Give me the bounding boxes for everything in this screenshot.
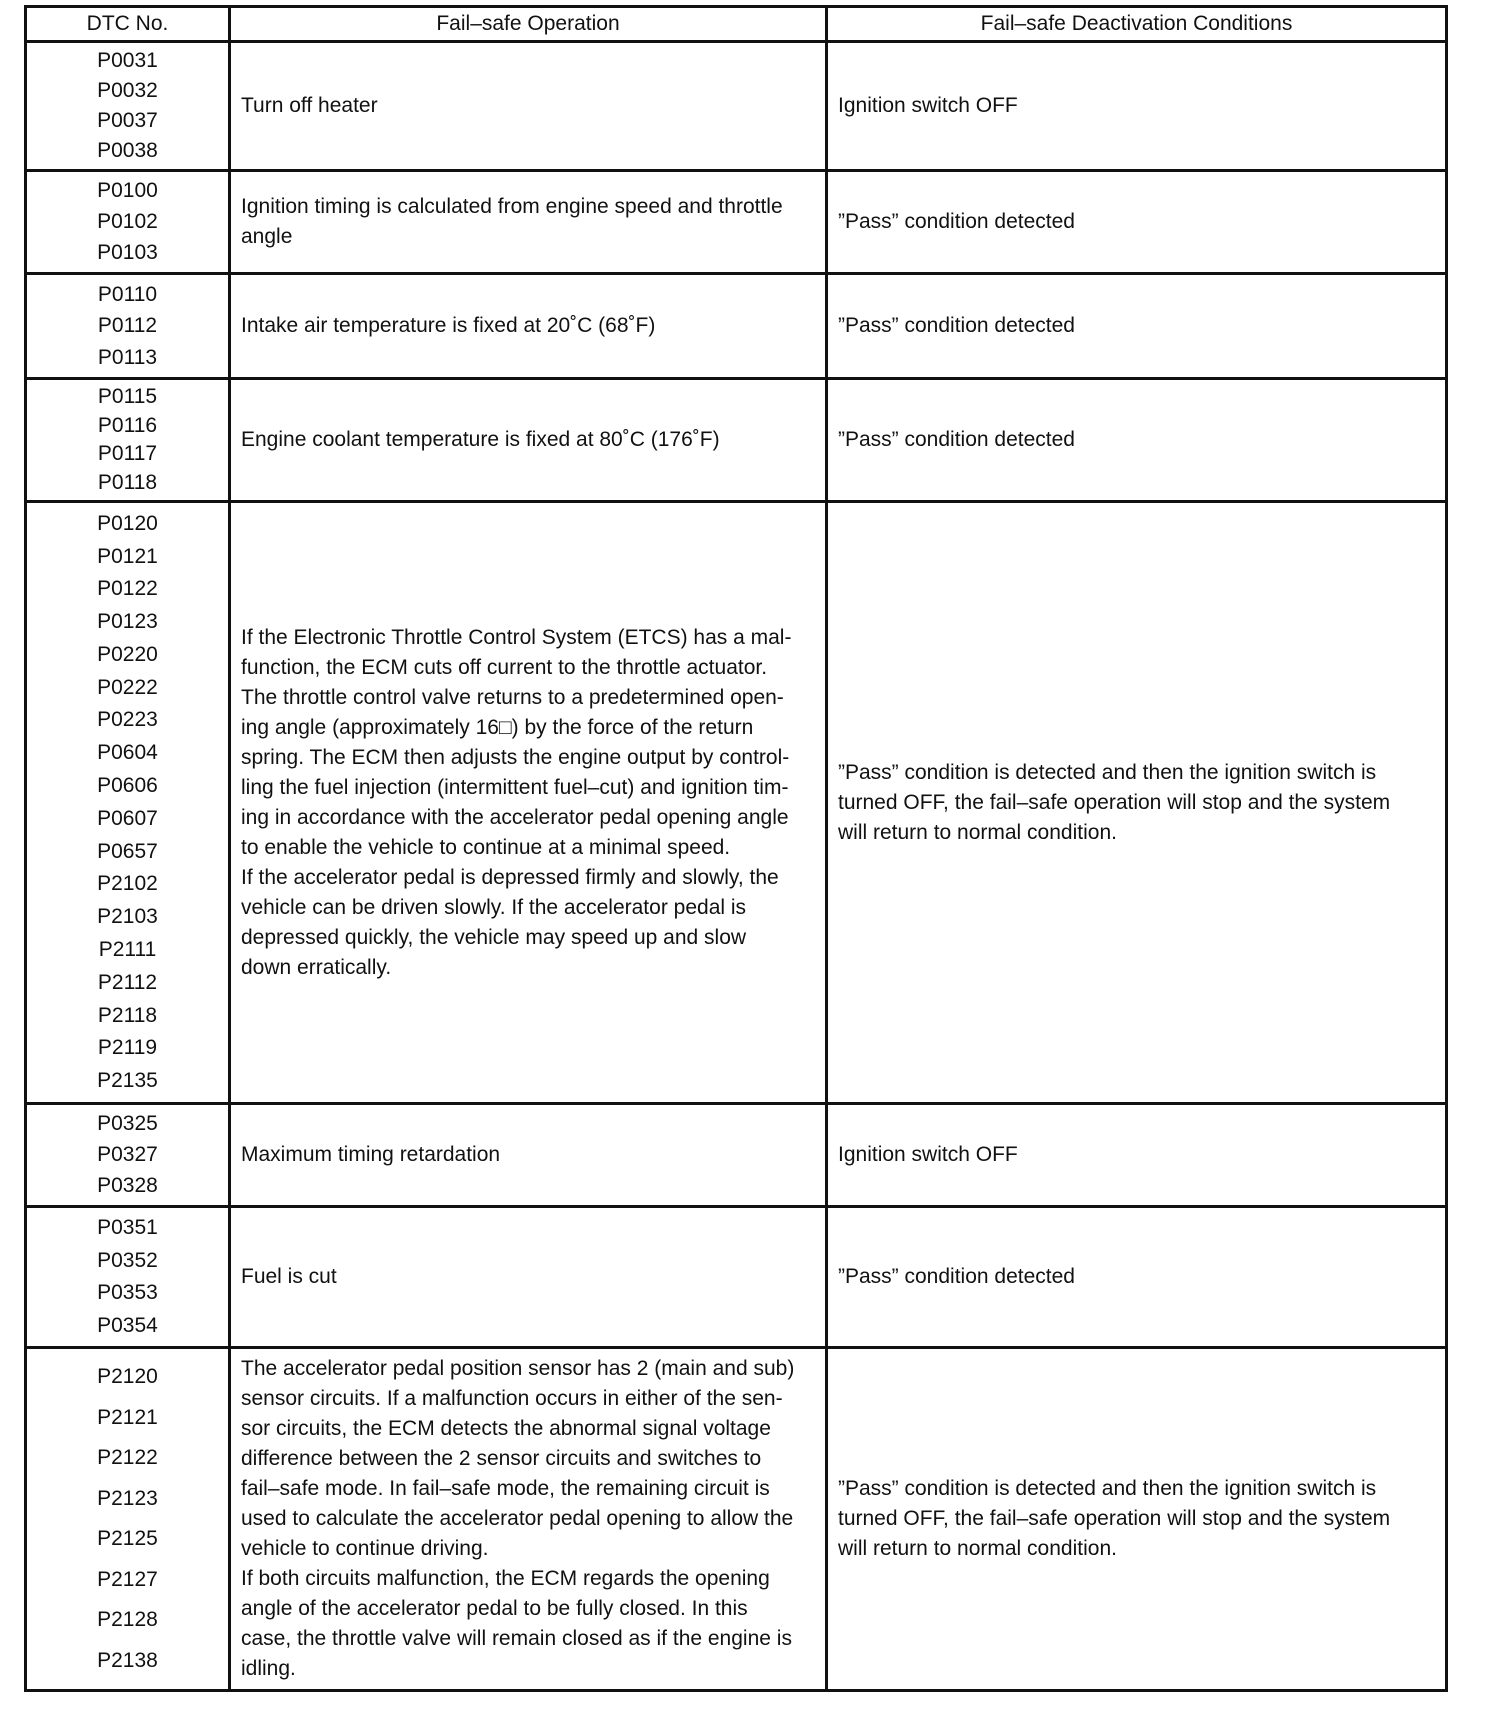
table-row <box>26 502 1447 1104</box>
operation-text-line: idling. <box>241 1657 296 1680</box>
dtc-code: P0031 <box>97 49 158 72</box>
operation-cell <box>230 171 827 274</box>
operation-text-line: Intake air temperature is fixed at 20˚C (68˚F) <box>241 314 656 337</box>
operation-text-line: sor circuits, the ECM detects the abnormal signal voltage <box>241 1417 771 1440</box>
dtc-code: P2121 <box>97 1405 158 1429</box>
operation-text-line: If the Electronic Throttle Control System (ETCS) has a mal- <box>241 625 792 649</box>
operation-text-line: to enable the vehicle to continue at a minimal speed. <box>241 835 731 859</box>
dtc-code: P0123 <box>97 610 158 634</box>
dtc-code: P0607 <box>97 806 158 830</box>
operation-text-line: case, the throttle valve will remain closed as if the engine is <box>241 1627 792 1650</box>
dtc-list <box>27 1208 228 1346</box>
dtc-code: P0327 <box>97 1143 158 1166</box>
dtc-code: P2123 <box>97 1486 158 1510</box>
deactivation-cell <box>827 171 1447 274</box>
dtc-list <box>27 172 228 272</box>
operation-text-line: If both circuits malfunction, the ECM regards the opening <box>241 1567 770 1590</box>
dtc-code: P2112 <box>97 970 158 994</box>
operation-text-line: sensor circuits. If a malfunction occurs in either of the sen- <box>241 1387 783 1410</box>
operation-text-line: Engine coolant temperature is fixed at 80˚C (176˚F) <box>241 428 720 451</box>
dtc-cell <box>26 379 230 502</box>
dtc-code: P2118 <box>97 1003 158 1027</box>
dtc-code: P0103 <box>97 241 158 264</box>
dtc-code: P0223 <box>97 708 158 732</box>
deactivation-text-line: ”Pass” condition detected <box>838 210 1075 233</box>
dtc-list <box>27 275 228 377</box>
operation-cell <box>230 274 827 379</box>
dtc-code: P0325 <box>97 1112 158 1135</box>
dtc-code: P0113 <box>97 345 158 369</box>
dtc-code: P2138 <box>97 1648 158 1672</box>
dtc-code: P0328 <box>97 1174 158 1197</box>
dtc-code: P0353 <box>97 1281 158 1305</box>
dtc-code: P2103 <box>97 905 158 929</box>
table-row <box>26 1348 1447 1691</box>
dtc-cell <box>26 1207 230 1348</box>
deactivation-text-line: ”Pass” condition is detected and then the ignition switch is <box>838 1477 1377 1500</box>
deactivation-text-line: Ignition switch OFF <box>838 94 1018 117</box>
dtc-cell <box>26 274 230 379</box>
operation-cell <box>230 42 827 171</box>
dtc-code: P0032 <box>97 79 158 102</box>
dtc-cell <box>26 1104 230 1207</box>
dtc-code: P2135 <box>97 1069 158 1093</box>
dtc-code: P0657 <box>97 839 158 863</box>
table-row <box>26 1104 1447 1207</box>
deactivation-text-line: will return to normal condition. <box>838 1537 1117 1560</box>
table-row <box>26 42 1447 171</box>
dtc-code: P2128 <box>97 1608 158 1632</box>
deactivation-text-line: ”Pass” condition detected <box>838 428 1075 451</box>
operation-text-line: depressed quickly, the vehicle may speed up and slow <box>241 925 747 949</box>
dtc-list <box>27 380 228 500</box>
header-operation: Fail–safe Operation <box>230 7 827 42</box>
operation-text-line: Ignition timing is calculated from engine speed and throttle <box>241 195 783 218</box>
deactivation-cell <box>827 1207 1447 1348</box>
dtc-code: P0116 <box>97 413 158 437</box>
operation-text-line: ing in accordance with the accelerator pedal opening angle <box>241 805 789 829</box>
dtc-cell <box>26 1348 230 1691</box>
dtc-code: P0037 <box>97 109 158 132</box>
operation-text-line: ing angle (approximately 16□) by the force of the return <box>241 715 754 739</box>
deactivation-cell <box>827 1348 1447 1691</box>
operation-text-line: The throttle control valve returns to a predetermined open- <box>241 685 784 709</box>
header-dtc: DTC No. <box>26 7 230 42</box>
table-row <box>26 1207 1447 1348</box>
operation-text-line: Turn off heater <box>241 94 378 117</box>
deactivation-cell <box>827 274 1447 379</box>
dtc-list <box>27 1105 228 1205</box>
dtc-code: P0604 <box>97 741 158 765</box>
operation-cell <box>230 1207 827 1348</box>
operation-text-line: The accelerator pedal position sensor has 2 (main and sub) <box>241 1357 795 1380</box>
operation-text-line: spring. The ECM then adjusts the engine output by control- <box>241 745 790 769</box>
dtc-code: P0115 <box>97 384 158 408</box>
operation-text-line: Fuel is cut <box>241 1265 337 1288</box>
operation-text-line: function, the ECM cuts off current to the throttle actuator. <box>241 655 768 679</box>
operation-cell <box>230 502 827 1104</box>
dtc-code: P0120 <box>97 511 158 535</box>
table-row <box>26 274 1447 379</box>
dtc-code: P0121 <box>97 544 158 568</box>
dtc-code: P2122 <box>97 1446 158 1470</box>
dtc-cell <box>26 42 230 171</box>
dtc-code: P0222 <box>97 675 158 699</box>
dtc-code: P2125 <box>97 1527 158 1551</box>
dtc-list <box>27 503 228 1102</box>
deactivation-text-line: ”Pass” condition detected <box>838 314 1075 337</box>
operation-text-line: Maximum timing retardation <box>241 1143 501 1166</box>
dtc-cell <box>26 171 230 274</box>
dtc-code: P0351 <box>97 1216 158 1240</box>
dtc-code: P2127 <box>97 1567 158 1591</box>
header-deactivation: Fail–safe Deactivation Conditions <box>827 7 1447 42</box>
operation-text-line: angle <box>241 225 293 248</box>
fail-safe-table <box>24 5 1448 1692</box>
operation-text-line: difference between the 2 sensor circuits and switches to <box>241 1447 762 1470</box>
operation-text-line: vehicle to continue driving. <box>241 1537 489 1560</box>
dtc-code: P0102 <box>97 210 158 233</box>
operation-text-line: used to calculate the accelerator pedal opening to allow the <box>241 1507 794 1530</box>
dtc-code: P0118 <box>97 471 158 495</box>
dtc-code: P0117 <box>97 442 158 466</box>
operation-text-line: down erratically. <box>241 955 392 979</box>
table-row <box>26 379 1447 502</box>
operation-text-line: ling the fuel injection (intermittent fuel–cut) and ignition tim- <box>241 775 789 799</box>
deactivation-text-line: turned OFF, the fail–safe operation will stop and the system <box>838 790 1391 814</box>
table-row <box>26 171 1447 274</box>
dtc-code: P2111 <box>98 937 157 961</box>
deactivation-text-line: ”Pass” condition detected <box>838 1265 1075 1288</box>
operation-cell <box>230 379 827 502</box>
dtc-code: P0122 <box>97 577 158 601</box>
deactivation-cell <box>827 379 1447 502</box>
dtc-code: P0100 <box>97 179 158 202</box>
dtc-code: P0110 <box>97 282 158 306</box>
operation-text-line: If the accelerator pedal is depressed firmly and slowly, the <box>241 865 779 889</box>
operation-text-line: angle of the accelerator pedal to be fully closed. In this <box>241 1597 748 1620</box>
deactivation-cell <box>827 502 1447 1104</box>
operation-text-line: vehicle can be driven slowly. If the accelerator pedal is <box>241 895 747 919</box>
operation-cell <box>230 1348 827 1691</box>
deactivation-text-line: will return to normal condition. <box>838 820 1117 844</box>
dtc-code: P2119 <box>97 1036 158 1060</box>
dtc-code: P2102 <box>97 872 158 896</box>
header-row <box>26 7 1447 42</box>
deactivation-text-line: Ignition switch OFF <box>838 1143 1018 1166</box>
dtc-code: P0038 <box>97 139 158 162</box>
deactivation-cell <box>827 42 1447 171</box>
deactivation-text-line: ”Pass” condition is detected and then the ignition switch is <box>838 760 1377 784</box>
operation-text-line: fail–safe mode. In fail–safe mode, the remaining circuit is <box>241 1477 770 1500</box>
deactivation-text-line: turned OFF, the fail–safe operation will stop and the system <box>838 1507 1391 1530</box>
dtc-code: P2120 <box>97 1365 158 1389</box>
dtc-list <box>27 1349 228 1689</box>
dtc-code: P0352 <box>97 1248 158 1272</box>
deactivation-cell <box>827 1104 1447 1207</box>
dtc-code: P0112 <box>97 314 158 337</box>
dtc-list <box>27 43 228 169</box>
dtc-code: P0606 <box>97 774 158 798</box>
dtc-code: P0220 <box>97 642 158 666</box>
dtc-cell <box>26 502 230 1104</box>
operation-cell <box>230 1104 827 1207</box>
dtc-code: P0354 <box>97 1313 158 1337</box>
